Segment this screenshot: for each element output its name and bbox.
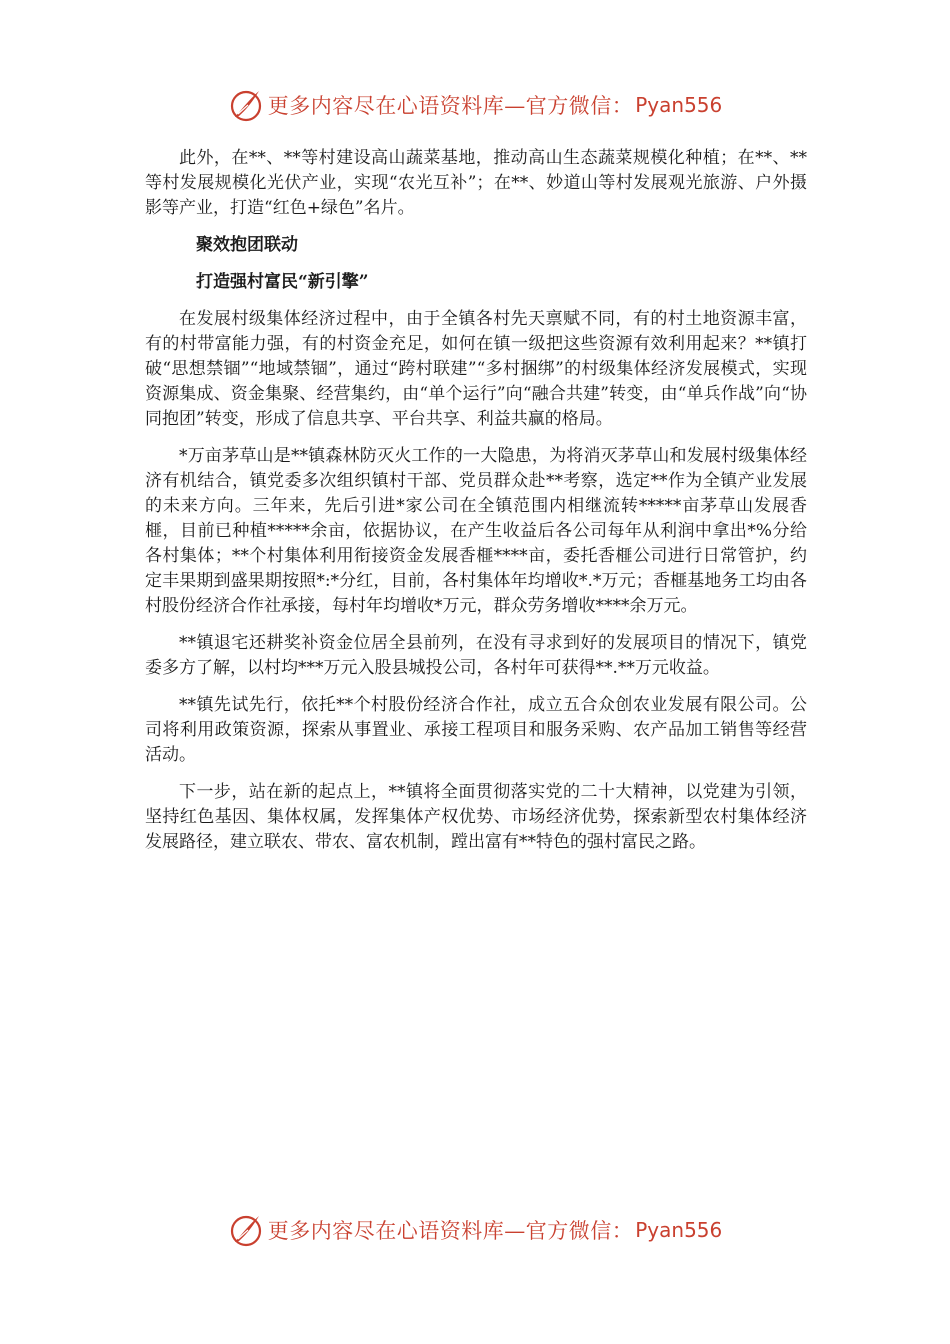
paragraph-1: 此外，在**、**等村建设高山蔬菜基地，推动高山生态蔬菜规模化种植；在**、**等村发展规模化光伏产业，实现“农光互补”；在**、妙道山等村发展观光旅游、户外摄影等产业，打造“红色+绿色”名片。 — [145, 148, 807, 218]
footer-banner-text: 更多内容尽在心语资料库—官方微信： — [267, 1219, 634, 1243]
header-banner-text: 更多内容尽在心语资料库—官方微信： — [267, 94, 634, 118]
paragraph-2: 在发展村级集体经济过程中，由于全镇各村先天禀赋不同，有的村土地资源丰富，有的村带富能力强，有的村资金充足，如何在镇一级把这些资源有效利用起来？**镇打破“思想禁锢”“地域禁锢”，通过“跨村联建”“多村捆绑”的村级集体经济发展模式，实现资源集成、资金集聚、经营集约，由“单个运行”向“融合共建”转变，由“单兵作战”向“协同抱团”转变，形成了信息共享、平台共享、利益共赢的格局。 — [145, 309, 807, 429]
header-wechat-id: Pyan556 — [635, 93, 723, 117]
quill-logo-icon — [228, 1212, 264, 1248]
section-heading-1: 聚效抱团联动 — [196, 235, 298, 255]
paragraph-3: *万亩茅草山是**镇森林防灭火工作的一大隐患，为将消灭茅草山和发展村级集体经济有机结合，镇党委多次组织镇村干部、党员群众赴**考察，选定**作为全镇产业发展的未来方向。三年来，先后引进*家公司在全镇范围内相继流转*****亩茅草山发展香榧，目前已种植*****余亩，依据协议，在产生收益后各公司每年从利润中拿出*%分给各村集体；**个村集体利用衔接资金发展香榧****亩，委托香榧公司进行日常管护，约定丰果期到盛果期按照*:*分红，目前，各村集体年均增收*.*万元；香榧基地务工均由各村股份经济合作社承接，每村年均增收*万元，群众劳务增收****余万元。 — [145, 446, 807, 616]
paragraph-5: **镇先试先行，依托**个村股份经济合作社，成立五合众创农业发展有限公司。公司将利用政策资源，探索从事置业、承接工程项目和服务采购、农产品加工销售等经营活动。 — [145, 695, 807, 765]
paragraph-6: 下一步，站在新的起点上，**镇将全面贯彻落实党的二十大精神，以党建为引领，坚持红色基因、集体权属，发挥集体产权优势、市场经济优势，探索新型农村集体经济发展路径，建立联农、带农、富农机制，蹚出富有**特色的强村富民之路。 — [145, 782, 807, 852]
document-body — [145, 146, 807, 867]
header-banner — [0, 85, 950, 125]
quill-logo-icon — [228, 87, 264, 123]
section-heading-2: 打造强村富民“新引擎” — [196, 272, 369, 292]
footer-banner — [0, 1210, 950, 1250]
footer-wechat-id: Pyan556 — [635, 1218, 723, 1242]
paragraph-4: **镇退宅还耕奖补资金位居全县前列，在没有寻求到好的发展项目的情况下，镇党委多方了解，以村均***万元入股县城投公司，各村年可获得**.**万元收益。 — [145, 633, 807, 678]
